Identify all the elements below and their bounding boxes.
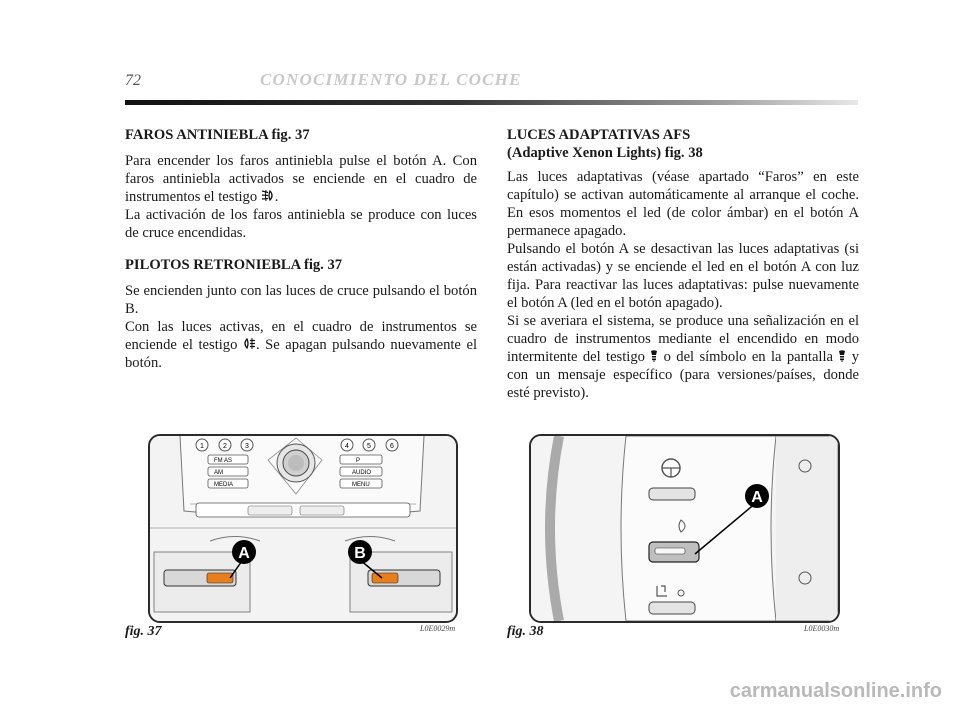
preset-2-label: 2 (223, 443, 227, 450)
rear-fog-paragraph-2 (125, 318, 477, 372)
header-rule (125, 100, 858, 105)
fog-lights-paragraph-1 (125, 152, 477, 206)
text-span: Para encender los faros antiniebla pulse el botón A. Con faros antiniebla activados se enciende en el cuadro de instrumentos el testigo (125, 153, 477, 205)
left-column (125, 126, 477, 372)
figure-38-caption: fig. 38 (507, 624, 544, 639)
p-button-label: P (356, 458, 361, 464)
running-header: CONOCIMIENTO DEL COCHE (260, 70, 522, 89)
figure-37-dashboard-console (148, 434, 458, 623)
rear-fog-paragraph-1: Se encienden junto con las luces de cruce pulsando el botón B. (125, 283, 477, 317)
audio-button-label: AUDIO (352, 470, 372, 476)
afs-paragraph-3 (507, 312, 859, 402)
section-heading-fog-lights: FAROS ANTINIEBLA fig. 37 (125, 127, 310, 143)
watermark-footer: carmanualsonline.info (729, 680, 942, 702)
right-column (507, 126, 859, 402)
section-heading-rear-fog: PILOTOS RETRONIEBLA fig. 37 (125, 257, 343, 273)
figure-38-illustration (531, 436, 838, 621)
text-span: . (274, 189, 279, 205)
text-span: y con un mensaje específico (para versiones/países, donde esté previsto). (507, 349, 859, 401)
section-heading-afs (507, 126, 859, 162)
text-span: o del símbolo en la pantalla (658, 349, 839, 365)
preset-5-label: 5 (367, 443, 371, 450)
afs-paragraph-2: Pulsando el botón A se desactivan las luces adaptativas (si están activadas) y se enciende el led en el botón A con luz fija. Para reactivar las luces adaptativas: pulse nuevamente el botón A (led en el botón apagado). (507, 241, 859, 311)
figure-37-illustration (150, 436, 456, 621)
am-button-label: AM (214, 470, 223, 476)
preset-4-label: 4 (345, 443, 349, 450)
menu-button-label: MENU (352, 482, 370, 488)
figure-38-switch-panel (529, 434, 840, 623)
afs-paragraph-1: Las luces adaptativas (véase apartado “Faros” en este capítulo) se activan automáticamente al arranque el coche. En esos momentos el led (de color ámbar) en el botón A permanece apagado. (507, 169, 859, 239)
front-fog-light-icon (261, 189, 275, 202)
page-number: 72 (125, 72, 141, 89)
rear-fog-light-icon (243, 337, 256, 350)
figure-38-code: L0E0030m (804, 624, 840, 633)
preset-6-label: 6 (390, 443, 394, 450)
callout-a-label: A (751, 489, 763, 506)
callout-b-label: B (354, 545, 366, 562)
text-span: Si se averiara el sistema, se produce una señalización en el cuadro de instrumentos mediante el encendido en modo intermitente del testigo (507, 313, 859, 365)
heading-line: LUCES ADAPTATIVAS AFS (507, 127, 691, 143)
text-span: Con las luces activas, en el cuadro de instrumentos se enciende el testigo (125, 319, 477, 353)
preset-3-label: 3 (245, 443, 249, 450)
callout-a-label: A (238, 545, 250, 562)
figure-37-caption: fig. 37 (125, 624, 162, 639)
fm-button-label: FM AS (214, 458, 233, 464)
media-button-label: MEDIA (214, 482, 234, 488)
figure-37-code: L0E0029m (420, 624, 456, 633)
text-span: . Se apagan pulsando nuevamente el botón. (125, 337, 477, 371)
heading-line: (Adaptive Xenon Lights) fig. 38 (507, 145, 703, 161)
preset-1-label: 1 (200, 443, 204, 450)
fog-lights-paragraph-2: La activación de los faros antiniebla se produce con luces de cruce encendidas. (125, 207, 477, 241)
